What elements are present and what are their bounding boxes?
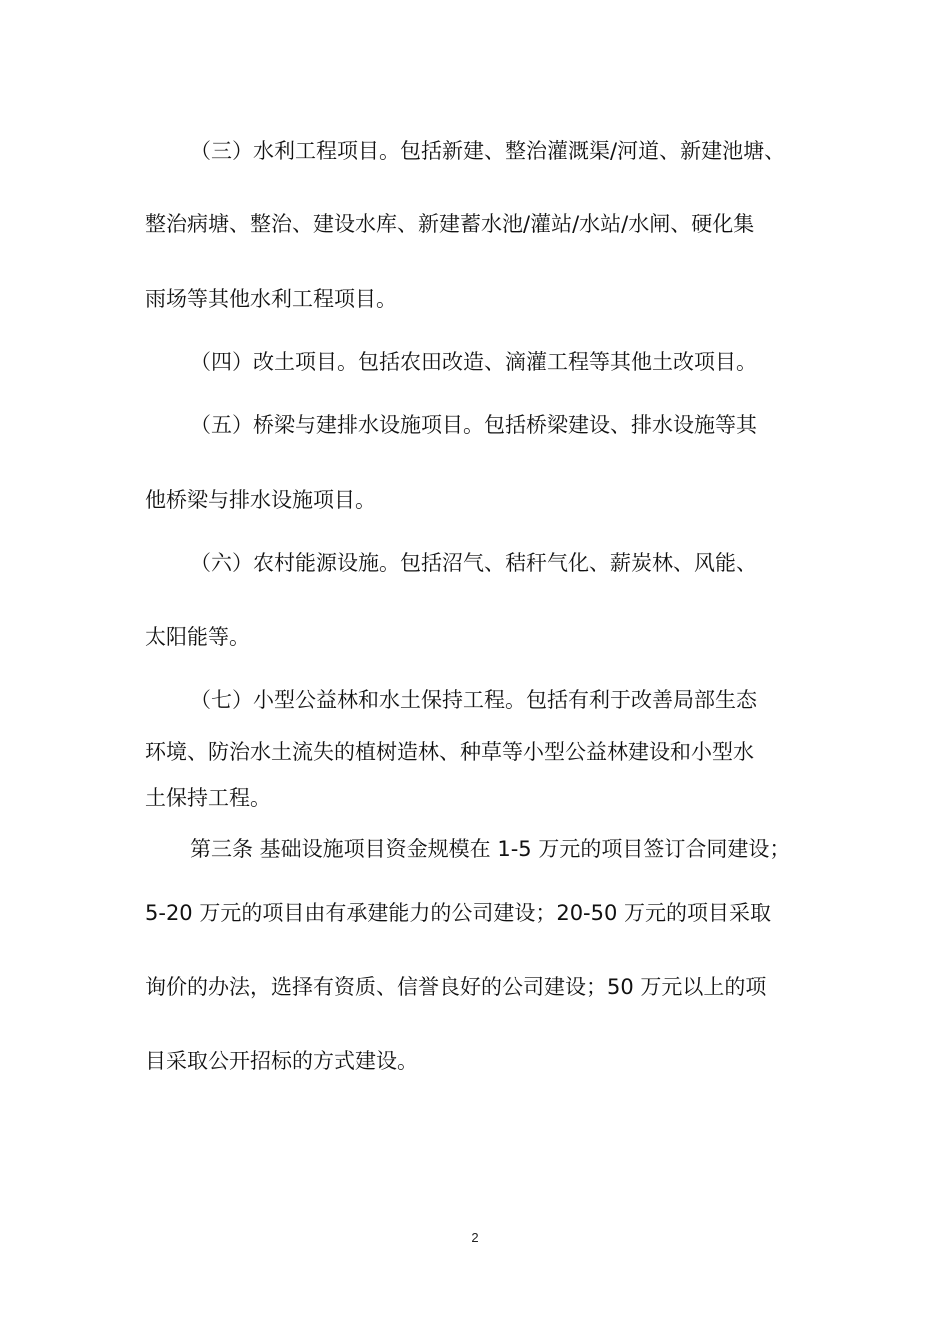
paragraph-line: 土保持工程。 bbox=[145, 786, 271, 810]
article-line: 5-20 万元的项目由有承建能力的公司建设；20-50 万元的项目采取 bbox=[145, 901, 772, 925]
paragraph-line: （七）小型公益林和水土保持工程。包括有利于改善局部生态 bbox=[190, 688, 757, 712]
article-line: 询价的办法，选择有资质、信誉良好的公司建设；50 万元以上的项 bbox=[145, 975, 767, 999]
page-number: 2 bbox=[471, 1230, 479, 1245]
paragraph-line: （五）桥梁与建排水设施项目。包括桥梁建设、排水设施等其 bbox=[190, 413, 757, 437]
article-line: 第三条 基础设施项目资金规模在 1-5 万元的项目签订合同建设； bbox=[190, 837, 791, 861]
article-line: 目采取公开招标的方式建设。 bbox=[145, 1049, 418, 1073]
paragraph-line: 雨场等其他水利工程项目。 bbox=[145, 287, 397, 311]
paragraph-line: 他桥梁与排水设施项目。 bbox=[145, 488, 376, 512]
paragraph-line: （六）农村能源设施。包括沼气、秸秆气化、薪炭林、风能、 bbox=[190, 551, 757, 575]
paragraph-line: 太阳能等。 bbox=[145, 625, 250, 649]
paragraph-line: 环境、防治水土流失的植树造林、种草等小型公益林建设和小型水 bbox=[145, 740, 754, 764]
paragraph-line: （四）改土项目。包括农田改造、滴灌工程等其他土改项目。 bbox=[190, 350, 757, 374]
paragraph-line: 整治病塘、整治、建设水库、新建蓄水池/灌站/水站/水闸、硬化集 bbox=[145, 212, 755, 236]
paragraph-line: （三）水利工程项目。包括新建、整治灌溉渠/河道、新建池塘、 bbox=[190, 139, 786, 163]
